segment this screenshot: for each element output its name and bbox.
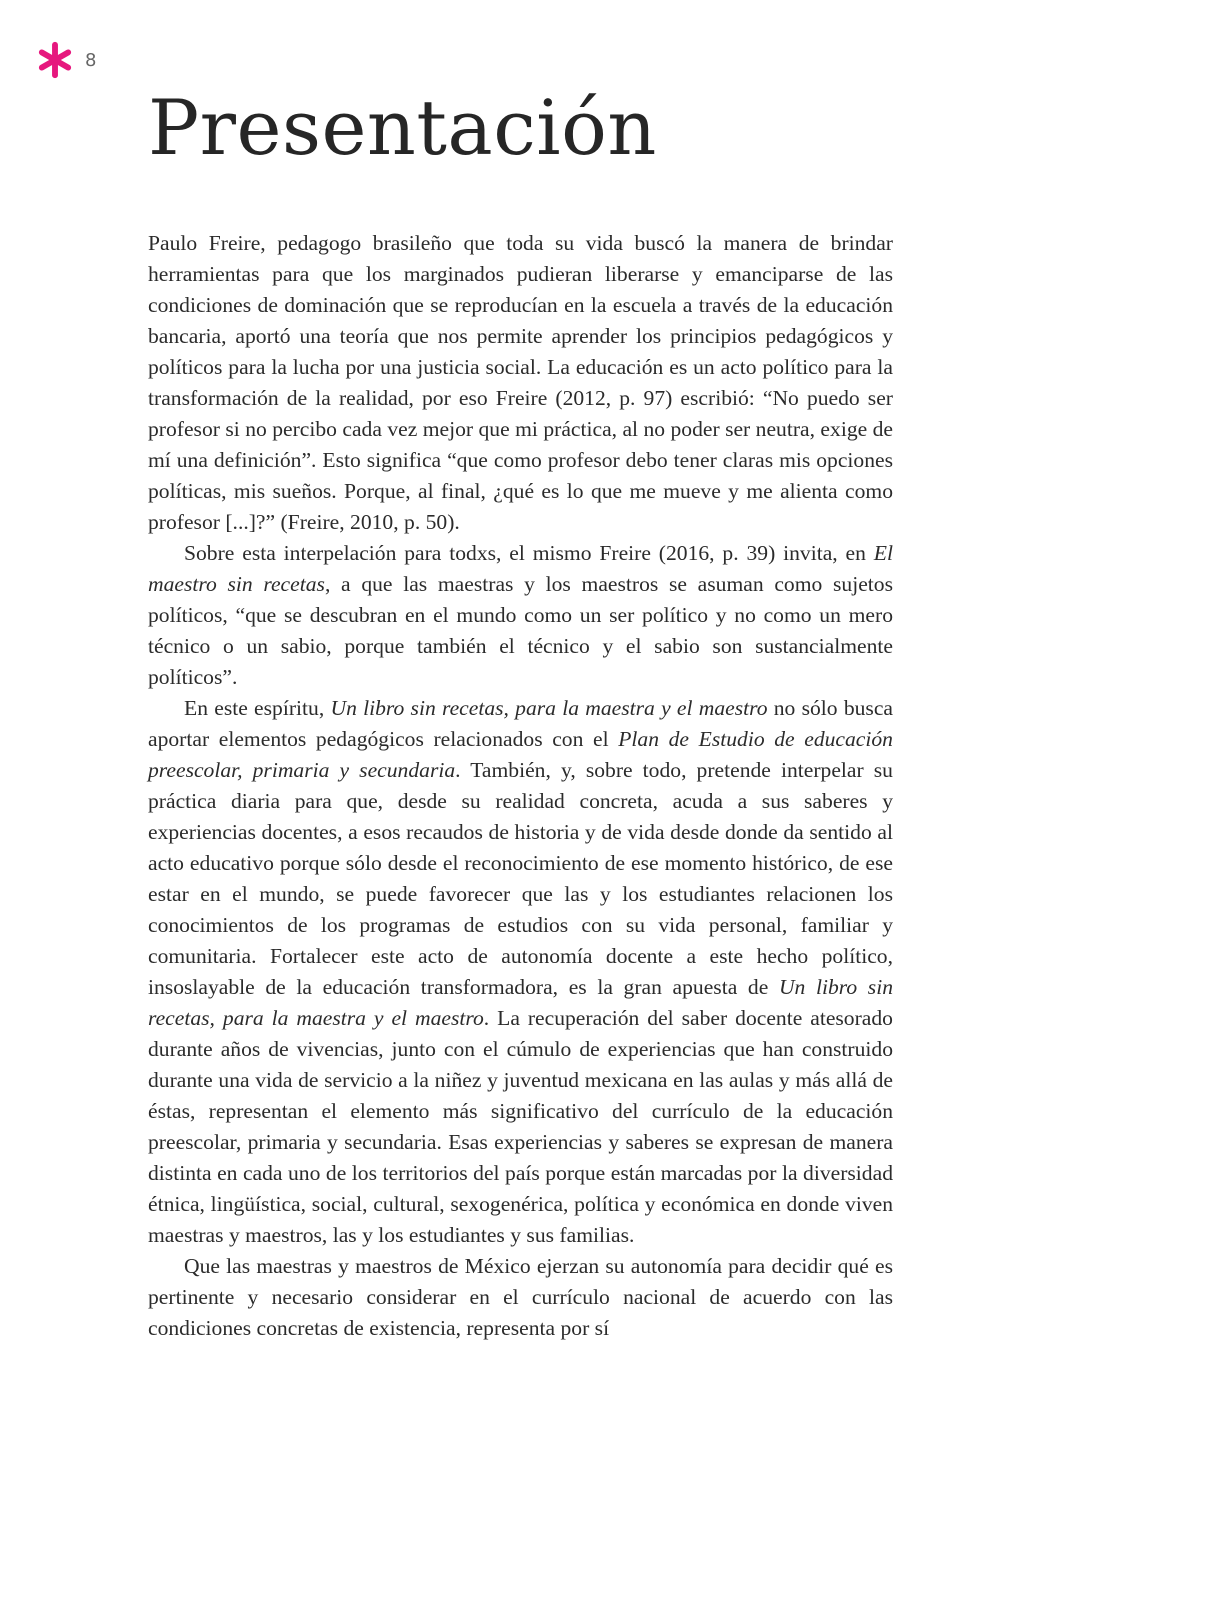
page-number: 8 — [85, 49, 97, 71]
asterisk-icon — [36, 41, 74, 79]
page-marker — [36, 40, 97, 80]
paragraph-text: . También, y, sobre todo, pretende interpelar su práctica diaria para que, desde su realidad concreta, acuda a sus saberes y experiencias docentes, a esos recaudos de historia y de vida desde donde da sentido al acto educativo porque sólo desde el reconocimiento de ese momento histórico, de ese estar en el mundo, se puede favorecer que las y los estudiantes relacionen los conocimientos de los programas de estudios con su vida personal, familiar y comunitaria. Fortalecer este acto de autonomía docente a este hecho político, insoslayable de la educación transformadora, es la gran apuesta de — [148, 758, 893, 999]
paragraph-text: Sobre esta interpelación para todxs, el mismo Freire (2016, p. 39) invita, en — [184, 541, 874, 565]
paragraph-text: Que las maestras y maestros de México ejerzan su autonomía para decidir qué es pertinente y necesario considerar en el currículo nacional de acuerdo con las condiciones concretas de existencia, representa por sí — [148, 1254, 893, 1340]
italic-title-text: El maestro sin recetas — [148, 541, 893, 596]
italic-title-text: Un libro sin recetas, para la maestra y el maestro — [330, 696, 768, 720]
body-text — [148, 228, 893, 1344]
page-title: Presentación — [148, 83, 657, 172]
paragraph-text: no sólo busca aportar elementos pedagógicos relacionados con el — [148, 696, 893, 751]
paragraph — [148, 228, 893, 538]
paragraph-text: . La recuperación del saber docente atesorado durante años de vivencias, junto con el cúmulo de experiencias que han construido durante una vida de servicio a la niñez y juventud mexicana en las aulas y más allá de éstas, representan el elemento más significativo del currículo de la educación preescolar, primaria y secundaria. Esas experiencias y saberes se expresan de manera distinta en cada uno de los territorios del país porque están marcadas por la diversidad étnica, lingüística, social, cultural, sexogenérica, política y económica en donde viven maestras y maestros, las y los estudiantes y sus familias. — [148, 1006, 893, 1247]
paragraph — [148, 1251, 893, 1344]
paragraph — [148, 693, 893, 1251]
italic-title-text: Un libro sin recetas, para la maestra y el maestro — [148, 975, 893, 1030]
paragraph-text: En este espíritu, — [184, 696, 331, 720]
italic-title-text: Plan de Estudio de educación preescolar, primaria y secundaria — [148, 727, 893, 782]
paragraph-text: Paulo Freire, pedagogo brasileño que toda su vida buscó la manera de brindar herramientas para que los marginados pudieran liberarse y emanciparse de las condiciones de dominación que se reproducían en la escuela a través de la educación bancaria, aportó una teoría que nos permite aprender los principios pedagógicos y políticos para la lucha por una justicia social. La educación es un acto político para la transformación de la realidad, por eso Freire (2012, p. 97) escribió: “No puedo ser profesor si no percibo cada vez mejor que mi práctica, al no poder ser neutra, exige de mí una definición”. Esto significa “que como profesor debo tener claras mis opciones políticas, mis sueños. Porque, al final, ¿qué es lo que me mueve y me alienta como profesor [...]?” (Freire, 2010, p. 50). — [148, 231, 893, 534]
paragraph-text: , a que las maestras y los maestros se asuman como sujetos políticos, “que se descubran en el mundo como un ser político y no como un mero técnico o un sabio, porque también el técnico y el sabio son sustancialmente políticos”. — [148, 572, 893, 689]
paragraph — [148, 538, 893, 693]
